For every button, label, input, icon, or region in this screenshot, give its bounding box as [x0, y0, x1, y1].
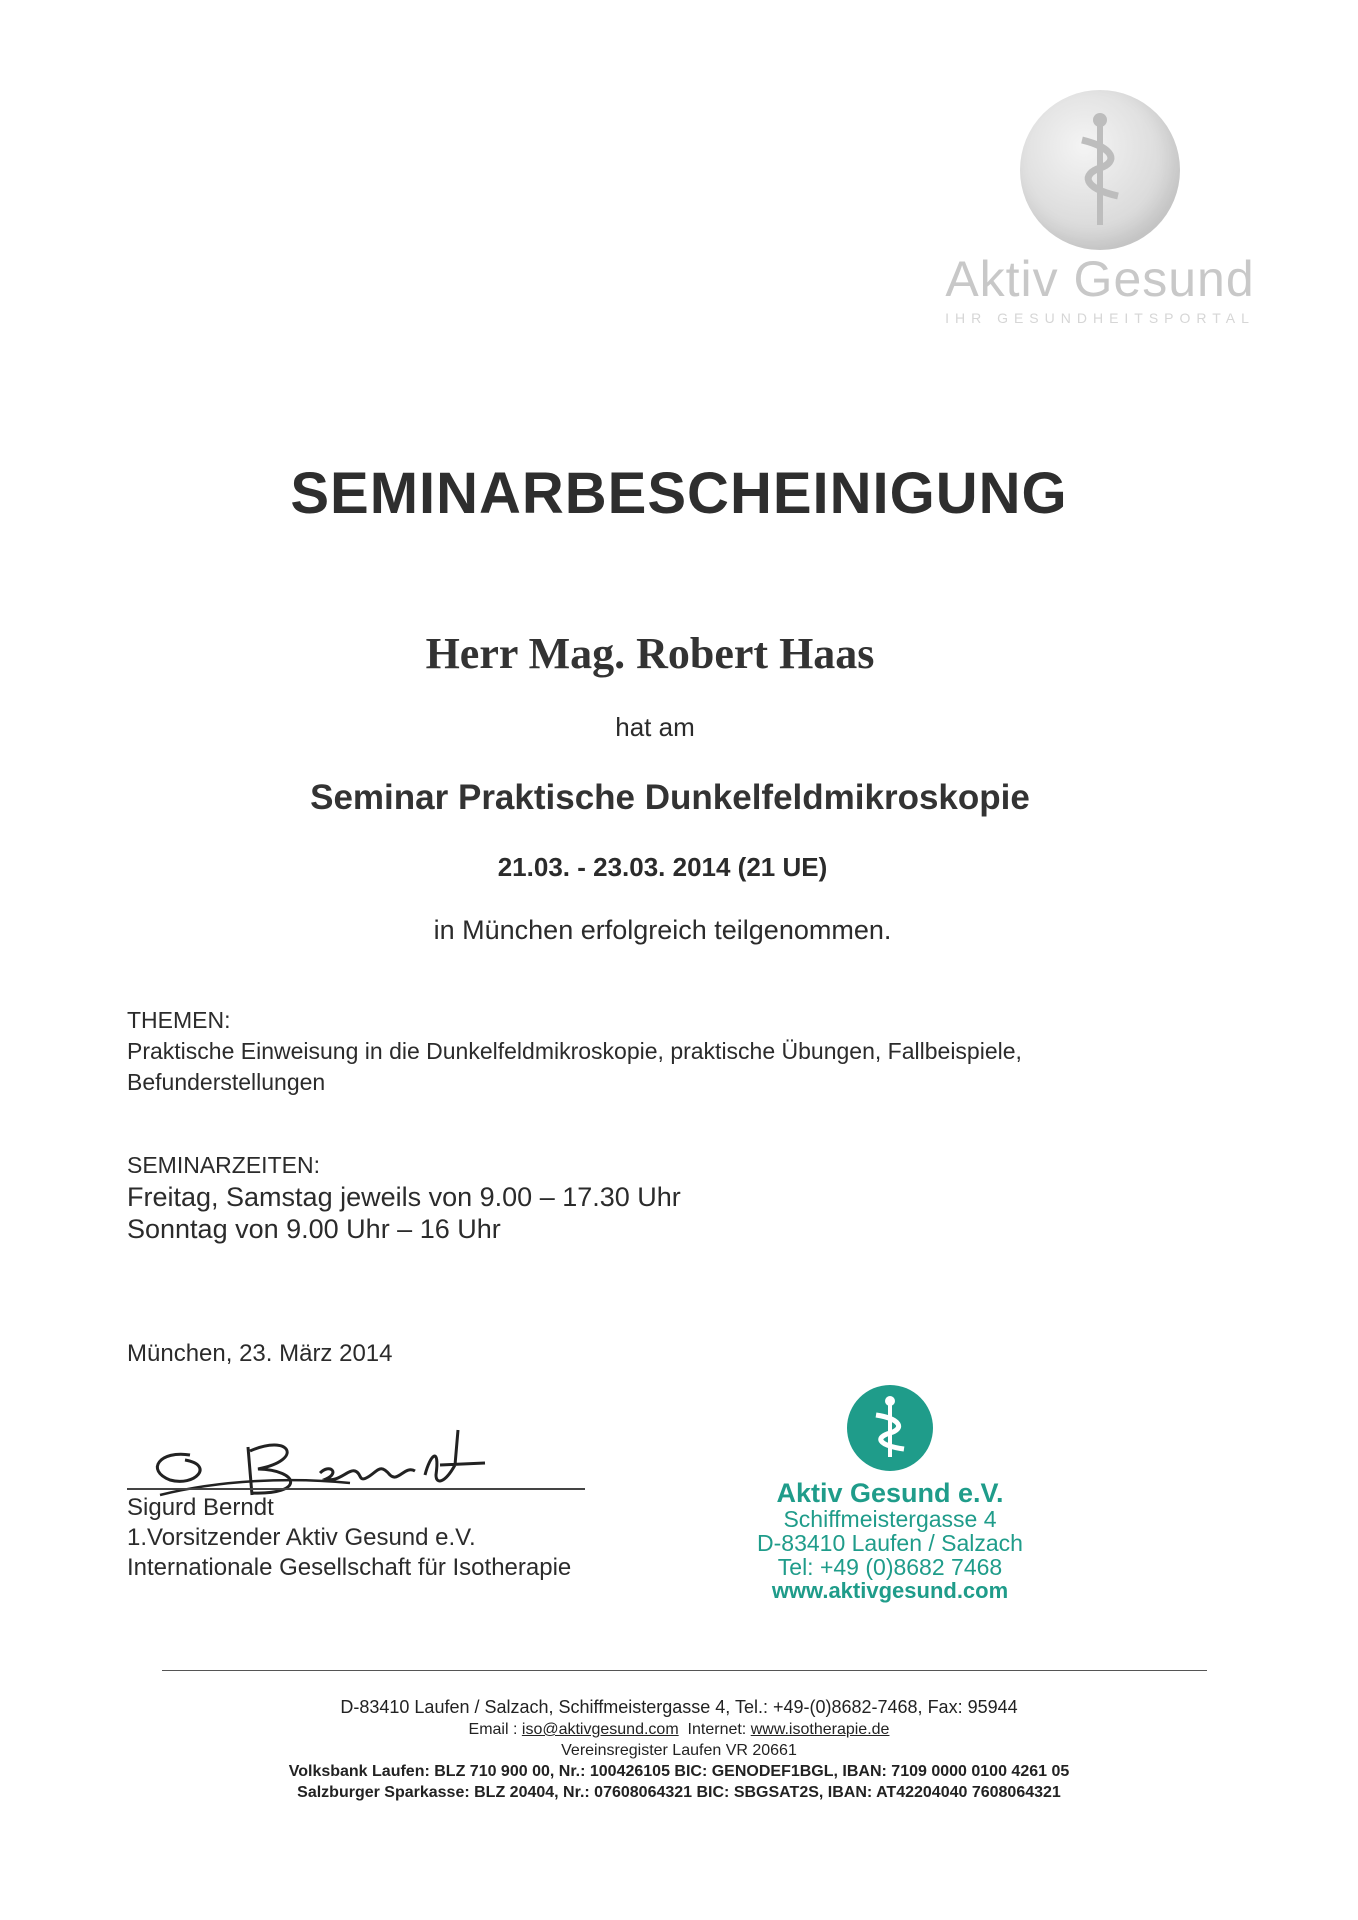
schedule-section	[127, 1150, 681, 1245]
signature-line	[127, 1488, 585, 1490]
footer-email-link[interactable]: iso@aktivgesund.com	[521, 1721, 679, 1738]
signer-organization: Internationale Gesellschaft für Isotherapie	[127, 1554, 572, 1581]
signer-role: 1.Vorsitzender Aktiv Gesund e.V.	[127, 1524, 476, 1551]
signer-block	[127, 1493, 571, 1583]
seminar-dates: 21.03. - 23.03. 2014 (21 UE)	[497, 852, 828, 882]
organization-stamp	[725, 1385, 1055, 1603]
footer-bank-2: Salzburger Sparkasse: BLZ 20404, Nr.: 07608064321 BIC: SBGSAT2S, IBAN: AT42204040 7608064321	[297, 1784, 1061, 1801]
signer-name: Sigurd Berndt	[127, 1494, 274, 1521]
footer-divider	[162, 1670, 1207, 1671]
footer-internet-label: Internet:	[687, 1721, 747, 1738]
footer	[0, 1695, 1358, 1803]
caduceus-icon	[1020, 90, 1180, 250]
stamp-phone: Tel: +49 (0)8682 7468	[777, 1554, 1003, 1580]
recipient-name: Herr Mag. Robert Haas	[425, 629, 875, 678]
result-text: in München erfolgreich teilgenommen.	[433, 915, 892, 945]
stamp-street: Schiffmeistergasse 4	[783, 1506, 997, 1532]
footer-contact	[0, 1719, 1358, 1740]
footer-internet-link[interactable]: www.isotherapie.de	[750, 1721, 890, 1738]
schedule-label: SEMINARZEITEN:	[127, 1152, 320, 1178]
topics-section	[127, 1005, 1022, 1098]
logo-tagline: IHR GESUNDHEITSPORTAL	[945, 310, 1255, 326]
stamp-caduceus-icon	[847, 1385, 933, 1471]
schedule-line-2: Sonntag von 9.00 Uhr – 16 Uhr	[127, 1214, 501, 1244]
topics-label: THEMEN:	[127, 1007, 231, 1033]
stamp-org-name: Aktiv Gesund e.V.	[776, 1478, 1004, 1508]
place-date: München, 23. März 2014	[127, 1340, 393, 1367]
seminar-name: Seminar Praktische Dunkelfeldmikroskopie	[310, 778, 1030, 817]
stamp-city: D-83410 Laufen / Salzach	[757, 1530, 1023, 1556]
footer-bank-1: Volksbank Laufen: BLZ 710 900 00, Nr.: 100426105 BIC: GENODEF1BGL, IBAN: 7109 0000 0100 4261 05	[288, 1763, 1070, 1780]
topics-line-2: Befunderstellungen	[127, 1069, 326, 1095]
footer-email-label: Email :	[468, 1721, 518, 1738]
aktiv-gesund-logo	[930, 90, 1270, 340]
logo-brand-text: Aktiv Gesund	[945, 251, 1255, 307]
intro-text: hat am	[615, 712, 695, 742]
stamp-website: www.aktivgesund.com	[771, 1578, 1009, 1603]
document-title: SEMINARBESCHEINIGUNG	[290, 461, 1068, 526]
topics-line-1: Praktische Einweisung in die Dunkelfeldmikroskopie, praktische Übungen, Fallbeispiele,	[127, 1038, 1022, 1064]
footer-register: Vereinsregister Laufen VR 20661	[561, 1742, 797, 1759]
schedule-line-1: Freitag, Samstag jeweils von 9.00 – 17.30 Uhr	[127, 1182, 681, 1212]
footer-address: D-83410 Laufen / Salzach, Schiffmeistergasse 4, Tel.: +49-(0)8682-7468, Fax: 95944	[340, 1697, 1018, 1717]
